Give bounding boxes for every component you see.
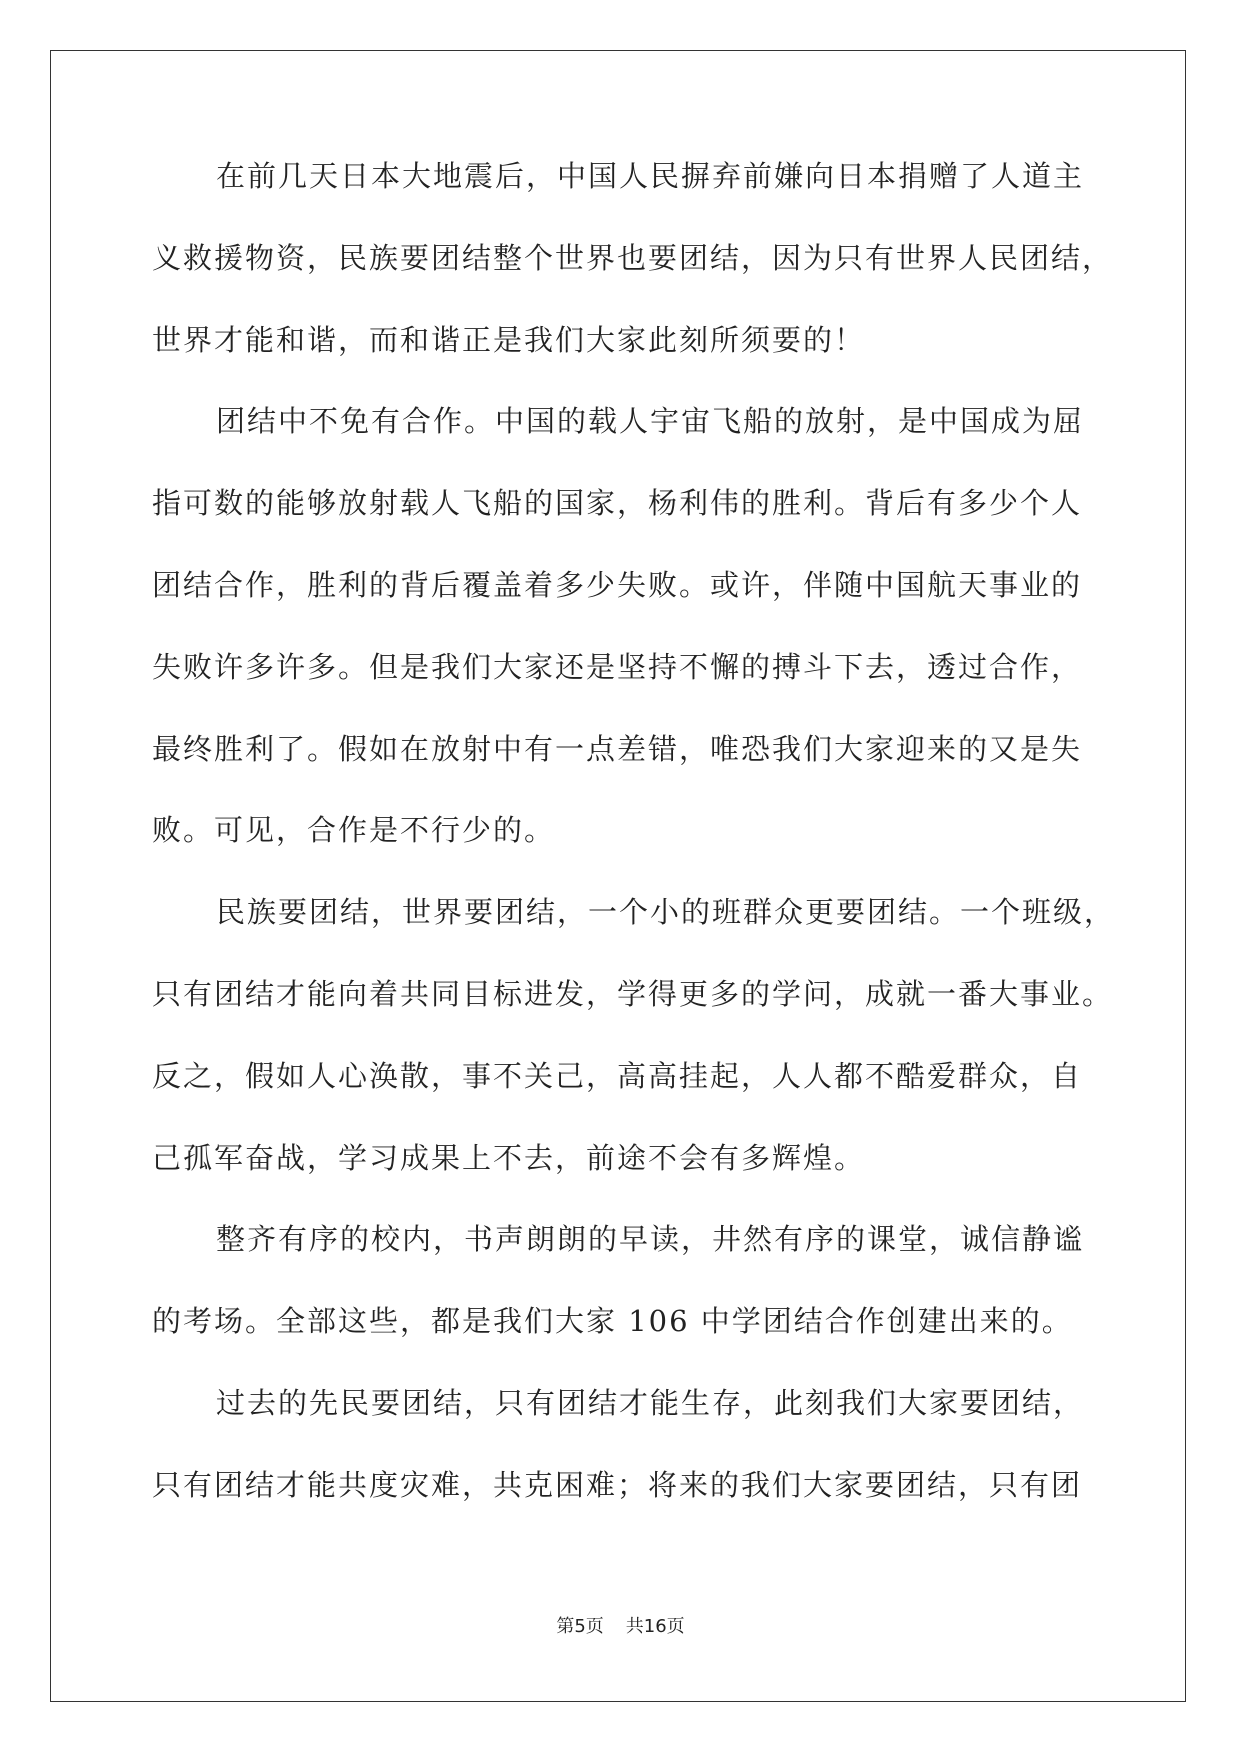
page-prefix: 第 bbox=[556, 1616, 575, 1637]
text-line: 只有团结才能向着共同目标进发，学得更多的学问，成就一番大事业。 bbox=[152, 976, 1114, 1011]
text-line: 团结合作，胜利的背后覆盖着多少失败。或许，伴随中国航天事业的 bbox=[152, 567, 1083, 602]
text-line: 团结中不免有合作。中国的载人宇宙飞船的放射，是中国成为屈 bbox=[216, 404, 1085, 439]
text-line: 民族要团结，世界要团结，一个小的班群众更要团结。一个班级， bbox=[216, 895, 1116, 930]
text-line: 败。可见，合作是不行少的。 bbox=[152, 813, 556, 848]
page-footer bbox=[0, 1612, 1241, 1638]
text-line: 己孤军奋战，学习成果上不去，前途不会有多辉煌。 bbox=[152, 1140, 866, 1175]
text-line: 的考场。全部这些，都是我们大家 106 中学团结合作创建出来的。 bbox=[152, 1304, 1073, 1339]
page-number: 5 bbox=[574, 1616, 586, 1637]
text-line: 世界才能和谐，而和谐正是我们大家此刻所须要的！ bbox=[152, 322, 866, 357]
total-prefix: 共 bbox=[625, 1616, 644, 1637]
text-line: 整齐有序的校内，书声朗朗的早读，井然有序的课堂，诚信静谧 bbox=[216, 1222, 1085, 1257]
text-line: 在前几天日本大地震后，中国人民摒弃前嫌向日本捐赠了人道主 bbox=[216, 159, 1085, 193]
total-pages: 16 bbox=[643, 1616, 667, 1637]
total-suffix: 页 bbox=[666, 1616, 685, 1637]
text-line: 义救援物资，民族要团结整个世界也要团结，因为只有世界人民团结， bbox=[152, 240, 1114, 275]
text-line: 指可数的能够放射载人飞船的国家，杨利伟的胜利。背后有多少个人 bbox=[152, 486, 1083, 521]
text-line: 反之，假如人心涣散，事不关己，高高挂起，人人都不酷爱群众，自 bbox=[152, 1058, 1083, 1093]
text-line: 过去的先民要团结，只有团结才能生存，此刻我们大家要团结， bbox=[216, 1385, 1085, 1420]
text-line: 最终胜利了。假如在放射中有一点差错，唯恐我们大家迎来的又是失 bbox=[152, 731, 1083, 766]
text-line: 失败许多许多。但是我们大家还是坚持不懈的搏斗下去，透过合作， bbox=[152, 649, 1083, 684]
text-line: 只有团结才能共度灾难，共克困难；将来的我们大家要团结，只有团 bbox=[152, 1467, 1083, 1502]
document-body bbox=[152, 159, 1116, 1551]
page-suffix: 页 bbox=[585, 1616, 604, 1637]
